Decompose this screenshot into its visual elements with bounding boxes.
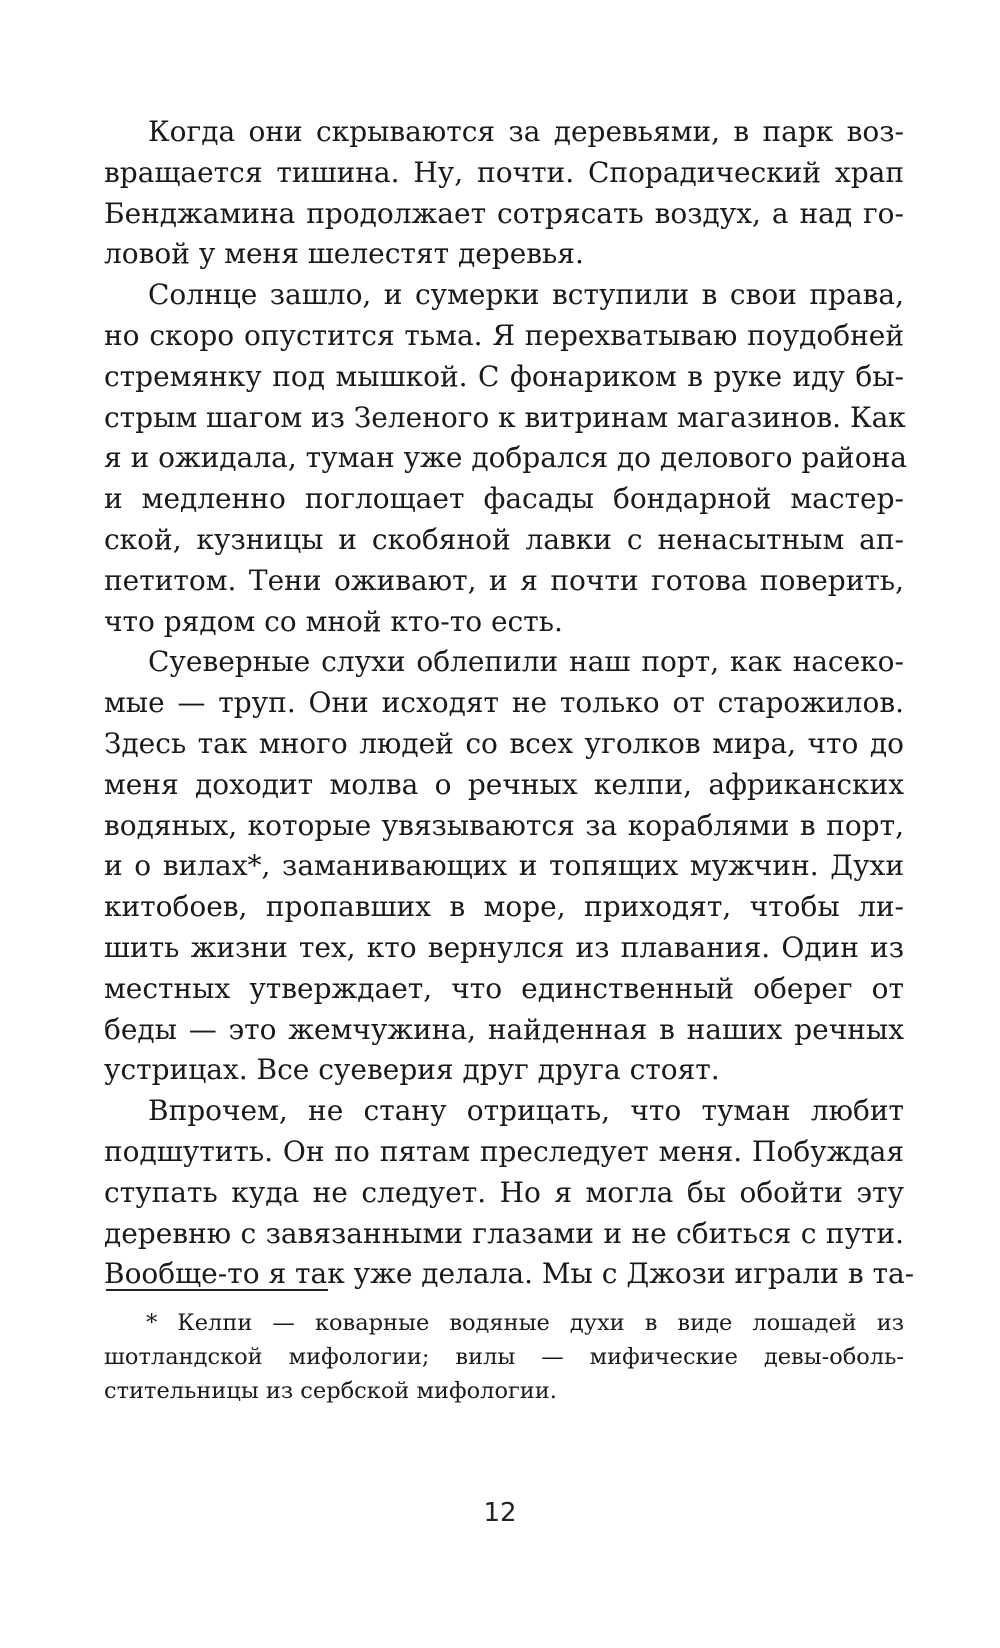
text-line: Бенджамина продолжает сотрясать воздух, а над го- xyxy=(104,196,904,230)
text-line: Когда они скрываются за деревьями, в парк воз- xyxy=(148,115,904,148)
text-line: ступать куда не следует. Но я могла бы обойти эту xyxy=(104,1175,904,1209)
page-number: 12 xyxy=(483,1498,517,1528)
footnote-divider xyxy=(106,1289,328,1291)
text-line: Солнце зашло, и сумерки вступили в свои права, xyxy=(148,278,904,312)
text-line: деревню с завязанными глазами и не сбиться с пути. xyxy=(104,1216,904,1250)
text-line: вращается тишина. Ну, почти. Спорадический храп xyxy=(104,155,904,189)
text-line: и о вилах*, заманивающих и топящих мужчин. Духи xyxy=(104,849,904,883)
footnote-line: стительницы из сербской мифологии. xyxy=(104,1378,557,1404)
text-line: мые — труп. Они исходят не только от старожилов. xyxy=(104,686,904,720)
text-line: стрым шагом из Зеленого к витринам магазинов. Как xyxy=(104,400,906,434)
text-line: Впрочем, не стану отрицать, что туман любит xyxy=(148,1094,904,1128)
text-line: но скоро опустится тьма. Я перехватываю поудобней xyxy=(104,318,904,352)
footnote-line: * Келпи — коварные водяные духи в виде лошадей из xyxy=(146,1310,904,1336)
text-line: и медленно поглощает фасады бондарной мастер- xyxy=(104,482,904,516)
text-line: Суеверные слухи облепили наш порт, как насеко- xyxy=(148,645,904,679)
text-line: шить жизни тех, кто вернулся из плавания. Один из xyxy=(104,930,904,964)
footnote xyxy=(104,1306,904,1408)
text-line: водяных, которые увязываются за кораблями в порт, xyxy=(104,808,904,842)
text-line: меня доходит молва о речных келпи, африканских xyxy=(104,767,904,801)
text-line: ловой у меня шелестят деревья. xyxy=(104,237,584,271)
text-line: китобоев, пропавших в море, приходят, чтобы ли- xyxy=(104,890,904,924)
text-line: стремянку под мышкой. С фонариком в руке иду бы- xyxy=(104,359,904,393)
text-line: подшутить. Он по пятам преследует меня. Побуждая xyxy=(104,1134,904,1168)
text-line: я и ожидала, туман уже добрался до делового района xyxy=(104,441,907,475)
text-line: ской, кузницы и скобяной лавки с ненасытным ап- xyxy=(104,522,904,556)
text-line: беды — это жемчужина, найденная в наших речных xyxy=(104,1012,904,1046)
text-line: Вообще-то я так уже делала. Мы с Джози играли в та- xyxy=(104,1257,915,1291)
text-line: Здесь так много людей со всех уголков мира, что до xyxy=(104,726,904,760)
text-line: что рядом со мной кто-то есть. xyxy=(104,604,563,638)
text-line: местных утверждает, что единственный оберег от xyxy=(104,971,904,1005)
body-text xyxy=(104,112,915,1295)
footnote-line: шотландской мифологии; вилы — мифические девы-оболь- xyxy=(104,1344,904,1370)
text-line: петитом. Тени оживают, и я почти готова поверить, xyxy=(104,563,904,597)
text-line: устрицах. Все суеверия друг друга стоят. xyxy=(104,1053,720,1087)
